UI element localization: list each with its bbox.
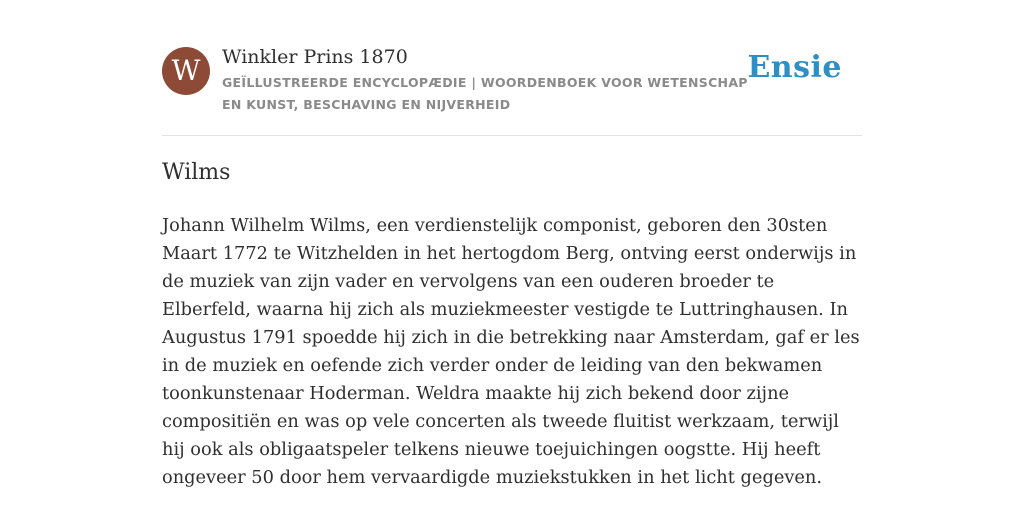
brand-logo[interactable]: Ensie [747,50,842,85]
source-subtitle: GEÏLLUSTREERDE ENCYCLOPÆDIE | WOORDENBOEK VOOR WETENSCHAP EN KUNST, BESCHAVING EN NIJVERHEID [222,75,748,112]
entry-title: Wilms [162,160,231,185]
entry-body: Johann Wilhelm Wilms, een verdienstelijk componist, geboren den 30sten Maart 1772 te Witzhelden in het hertogdom Berg, ontving eerst onderwijs in de muziek van zijn vader en vervolgens van een ouderen broeder te Elberfeld, waarna hij zich als muziekmeester vestigde te Luttringhausen. In Augustus 1791 spoedde hij zich in die betrekking naar Amsterdam, gaf er les in de muziek en oefende zich verder onder de leiding van den bekwamen toonkunstenaar Hoderman. Weldra maakte hij zich bekend door zijne compositiën en was op vele concerten als tweede fluitist werkzaam, terwijl hij ook als obligaatspeler telkens nieuwe toejuichingen oogstte. Hij heeft ongeveer 50 door hem vervaardigde muziekstukken in het licht gegeven. [162,215,860,488]
source-avatar[interactable]: W [162,47,210,95]
page [162,0,862,488]
source-header [162,0,862,136]
source-title[interactable]: Winkler Prins 1870 [222,46,408,68]
